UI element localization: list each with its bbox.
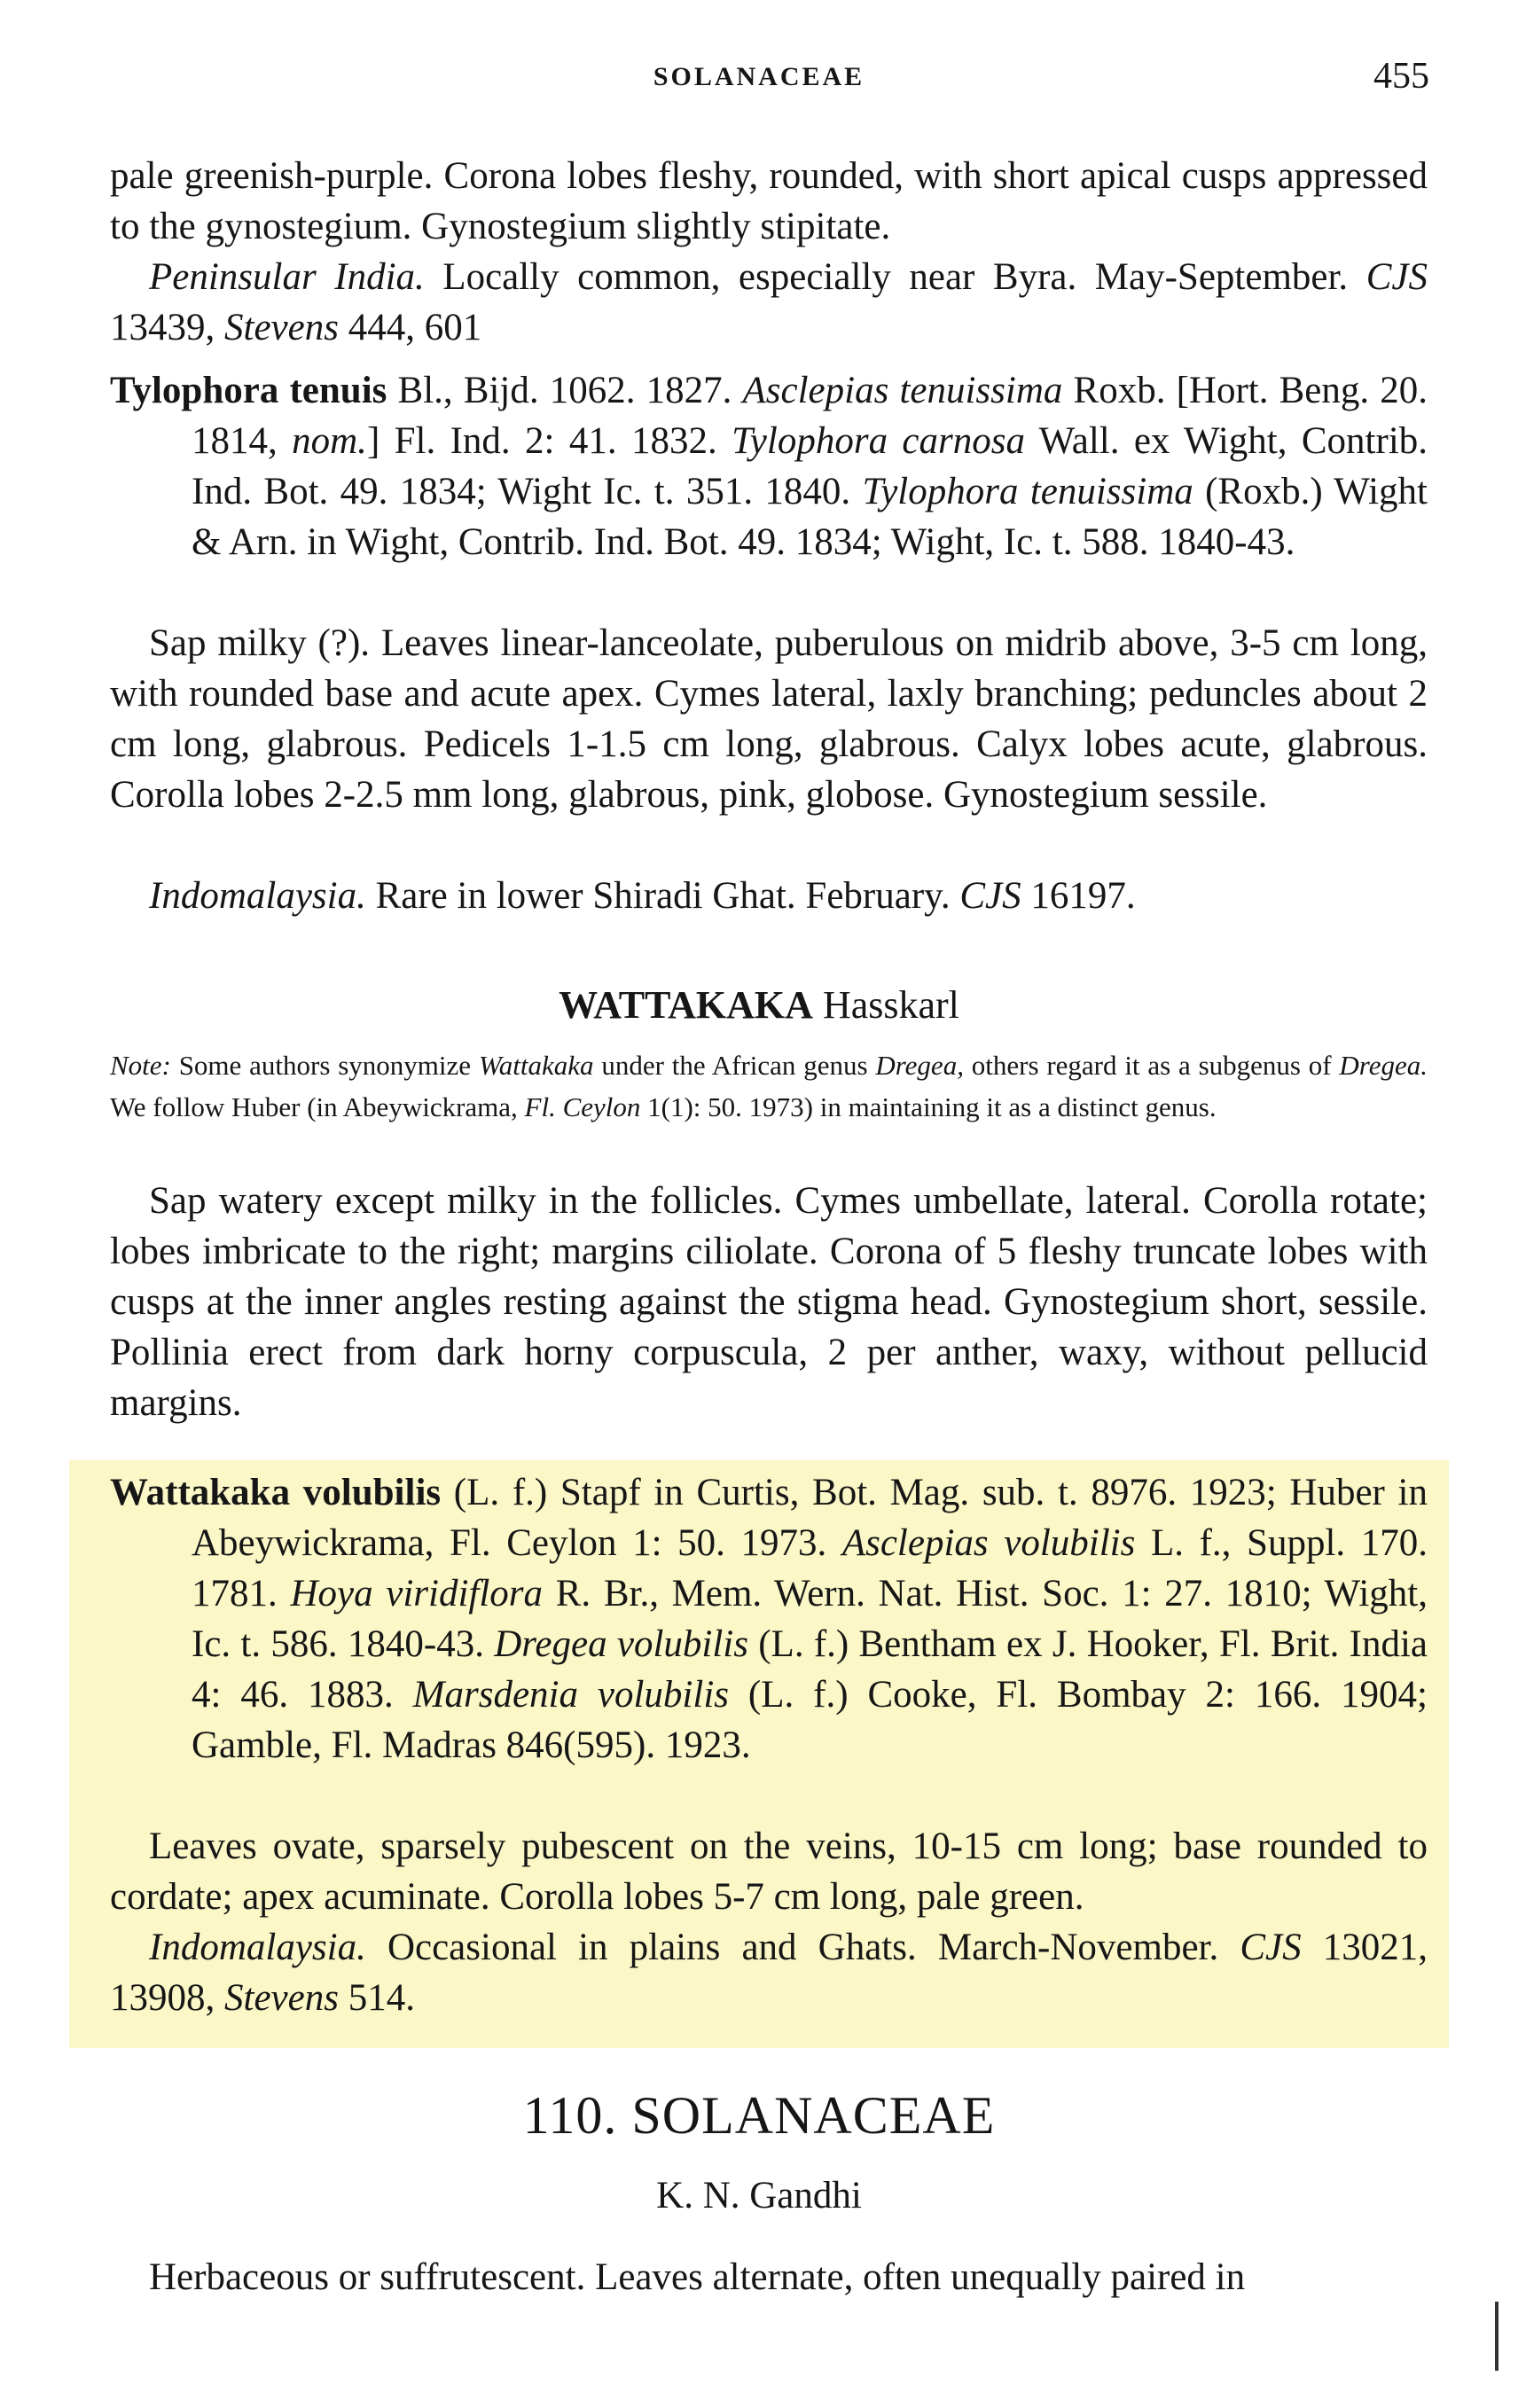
region-label: Peninsular India. xyxy=(149,256,425,298)
note-text: others regard it as a subgenus of xyxy=(963,1050,1340,1081)
species-distribution xyxy=(110,871,1428,921)
synonym: Hoya viridiflora xyxy=(290,1573,544,1614)
distribution-text: Locally common, especially near Byra. May-September. xyxy=(424,256,1366,298)
region-label: Indomalaysia. xyxy=(149,875,366,917)
citation-text: (L. f.) Bentham ex J. Hooker, Fl. Brit. India 4: 46. 1883. xyxy=(192,1623,1428,1716)
note-journal: Fl. Ceylon xyxy=(524,1091,641,1122)
genus-heading xyxy=(0,982,1518,1028)
species-name: Wattakaka volubilis xyxy=(110,1472,442,1513)
citation-text: (L. f.) Cooke, Fl. Bombay 2: 166. 1904; Gamble, Fl. Madras 846(595). 1923. xyxy=(192,1674,1428,1766)
species-entry-wattakaka-volubilis xyxy=(110,1467,1428,1771)
note-text: 1(1): 50. 1973) in maintaining it as a distinct genus. xyxy=(640,1091,1217,1122)
continued-distribution xyxy=(110,252,1428,353)
species-entry-tylophora-tenuis xyxy=(110,365,1428,567)
specimen-number: 514. xyxy=(338,1977,415,2019)
running-head-title: SOLANACEAE xyxy=(653,62,865,91)
family-heading: 110. SOLANACEAE xyxy=(522,2086,996,2145)
specimen-numbers: 13021, 13908, xyxy=(110,1927,1428,2019)
family-description-opening: Herbaceous or suffrutescent. Leaves alternate, often unequally paired in xyxy=(149,2256,1246,2298)
citation-text: (Roxb.) Wight & Arn. in Wight, Contrib. Ind. Bot. 49. 1834; Wight, Ic. t. 588. 1840-43. xyxy=(192,471,1428,563)
scan-edge-mark xyxy=(1495,2302,1498,2371)
citation-text: Wall. ex Wight, Contrib. Ind. Bot. 49. 1834; Wight Ic. t. 351. 1840. xyxy=(192,420,1428,512)
note-text: We follow Huber (in Abeywickrama, xyxy=(110,1091,525,1122)
collector-name: Stevens xyxy=(224,307,339,348)
note-genus: Dregea, xyxy=(875,1050,964,1081)
genus-description: Sap watery except milky in the follicles. Cymes umbellate, lateral. Corolla rotate; lobes imbricate to the right; margins ciliolate. Corona of 5 fleshy truncate lobes with cusps at the inner angles resting against the stigma head. Gynostegium short, sessile. Pollinia erect from dark horny corpuscula, 2 per anther, waxy, without pellucid margins. xyxy=(110,1180,1428,1424)
genus-name: WATTAKAKA xyxy=(559,983,813,1027)
note-genus: Dregea. xyxy=(1339,1050,1428,1081)
species-description: Leaves ovate, sparsely pubescent on the veins, 10-15 cm long; base rounded to cordate; apex acuminate. Corolla lobes 5-7 cm long, pale green. xyxy=(110,1826,1428,1918)
synonym: Asclepias tenuissima xyxy=(742,370,1063,411)
citation-text: Bl., Bijd. 1062. 1827. xyxy=(387,370,743,411)
species-description: Sap milky (?). Leaves linear-lanceolate, puberulous on midrib above, 3-5 cm long, with rounded base and acute apex. Cymes lateral, laxly branching; peduncles about 2 cm long, glabrous. Pedicels 1-1.5 cm long, glabrous. Calyx lobes acute, glabrous. Corolla lobes 2-2.5 mm long, glabrous, pink, globose. Gynostegium sessile. xyxy=(110,622,1428,816)
genus-note xyxy=(110,1044,1428,1128)
continued-description-text: pale greenish-purple. Corona lobes fleshy, rounded, with short apical cusps appressed to the gynostegium. Gynostegium slightly stipitate. xyxy=(110,155,1428,247)
citation-text: (L. f.) Stapf in Curtis, Bot. Mag. sub. t. 8976. 1923; Huber in Abeywickrama, Fl. Ceylon 1: 50. 1973. xyxy=(192,1472,1428,1564)
running-head xyxy=(0,56,1518,115)
synonym: Marsdenia volubilis xyxy=(412,1674,730,1716)
specimen-number: 16197. xyxy=(1021,875,1136,917)
note-genus: Wattakaka xyxy=(478,1050,594,1081)
continued-description xyxy=(110,151,1428,252)
page-number: 455 xyxy=(1373,56,1429,97)
genus-author: Hasskarl xyxy=(812,983,959,1027)
distribution-text: Rare in lower Shiradi Ghat. February. xyxy=(365,875,960,917)
distribution-text: Occasional in plains and Ghats. March-November. xyxy=(365,1927,1240,1968)
citation-text: Roxb. [Hort. Beng. 20. 1814, xyxy=(192,370,1428,462)
citation-text: L. f., Suppl. 170. 1781. xyxy=(192,1522,1428,1614)
synonym: Tylophora carnosa xyxy=(732,420,1025,462)
nom-abbrev: nom. xyxy=(292,420,367,462)
synonym: Tylophora tenuissima xyxy=(862,471,1193,512)
family-author: K. N. Gandhi xyxy=(656,2175,862,2216)
note-label: Note: xyxy=(110,1050,171,1081)
collector-name: Stevens xyxy=(224,1977,339,2019)
note-text: Some authors synonymize xyxy=(170,1050,479,1081)
note-text: under the African genus xyxy=(593,1050,876,1081)
species-distribution xyxy=(110,1922,1428,2023)
citation-text: R. Br., Mem. Wern. Nat. Hist. Soc. 1: 27. 1810; Wight, Ic. t. 586. 1840-43. xyxy=(192,1573,1428,1665)
specimen-number: 13439, xyxy=(110,307,224,348)
collector-abbrev: CJS xyxy=(959,875,1021,917)
species-name: Tylophora tenuis xyxy=(110,370,387,411)
synonym: Dregea volubilis xyxy=(494,1623,748,1665)
region-label: Indomalaysia. xyxy=(149,1927,366,1968)
synonym: Asclepias volubilis xyxy=(841,1522,1136,1564)
collector-abbrev: CJS xyxy=(1365,256,1428,298)
specimen-numbers: 444, 601 xyxy=(338,307,482,348)
citation-text: ] Fl. Ind. 2: 41. 1832. xyxy=(366,420,732,462)
collector-abbrev: CJS xyxy=(1240,1927,1302,1968)
